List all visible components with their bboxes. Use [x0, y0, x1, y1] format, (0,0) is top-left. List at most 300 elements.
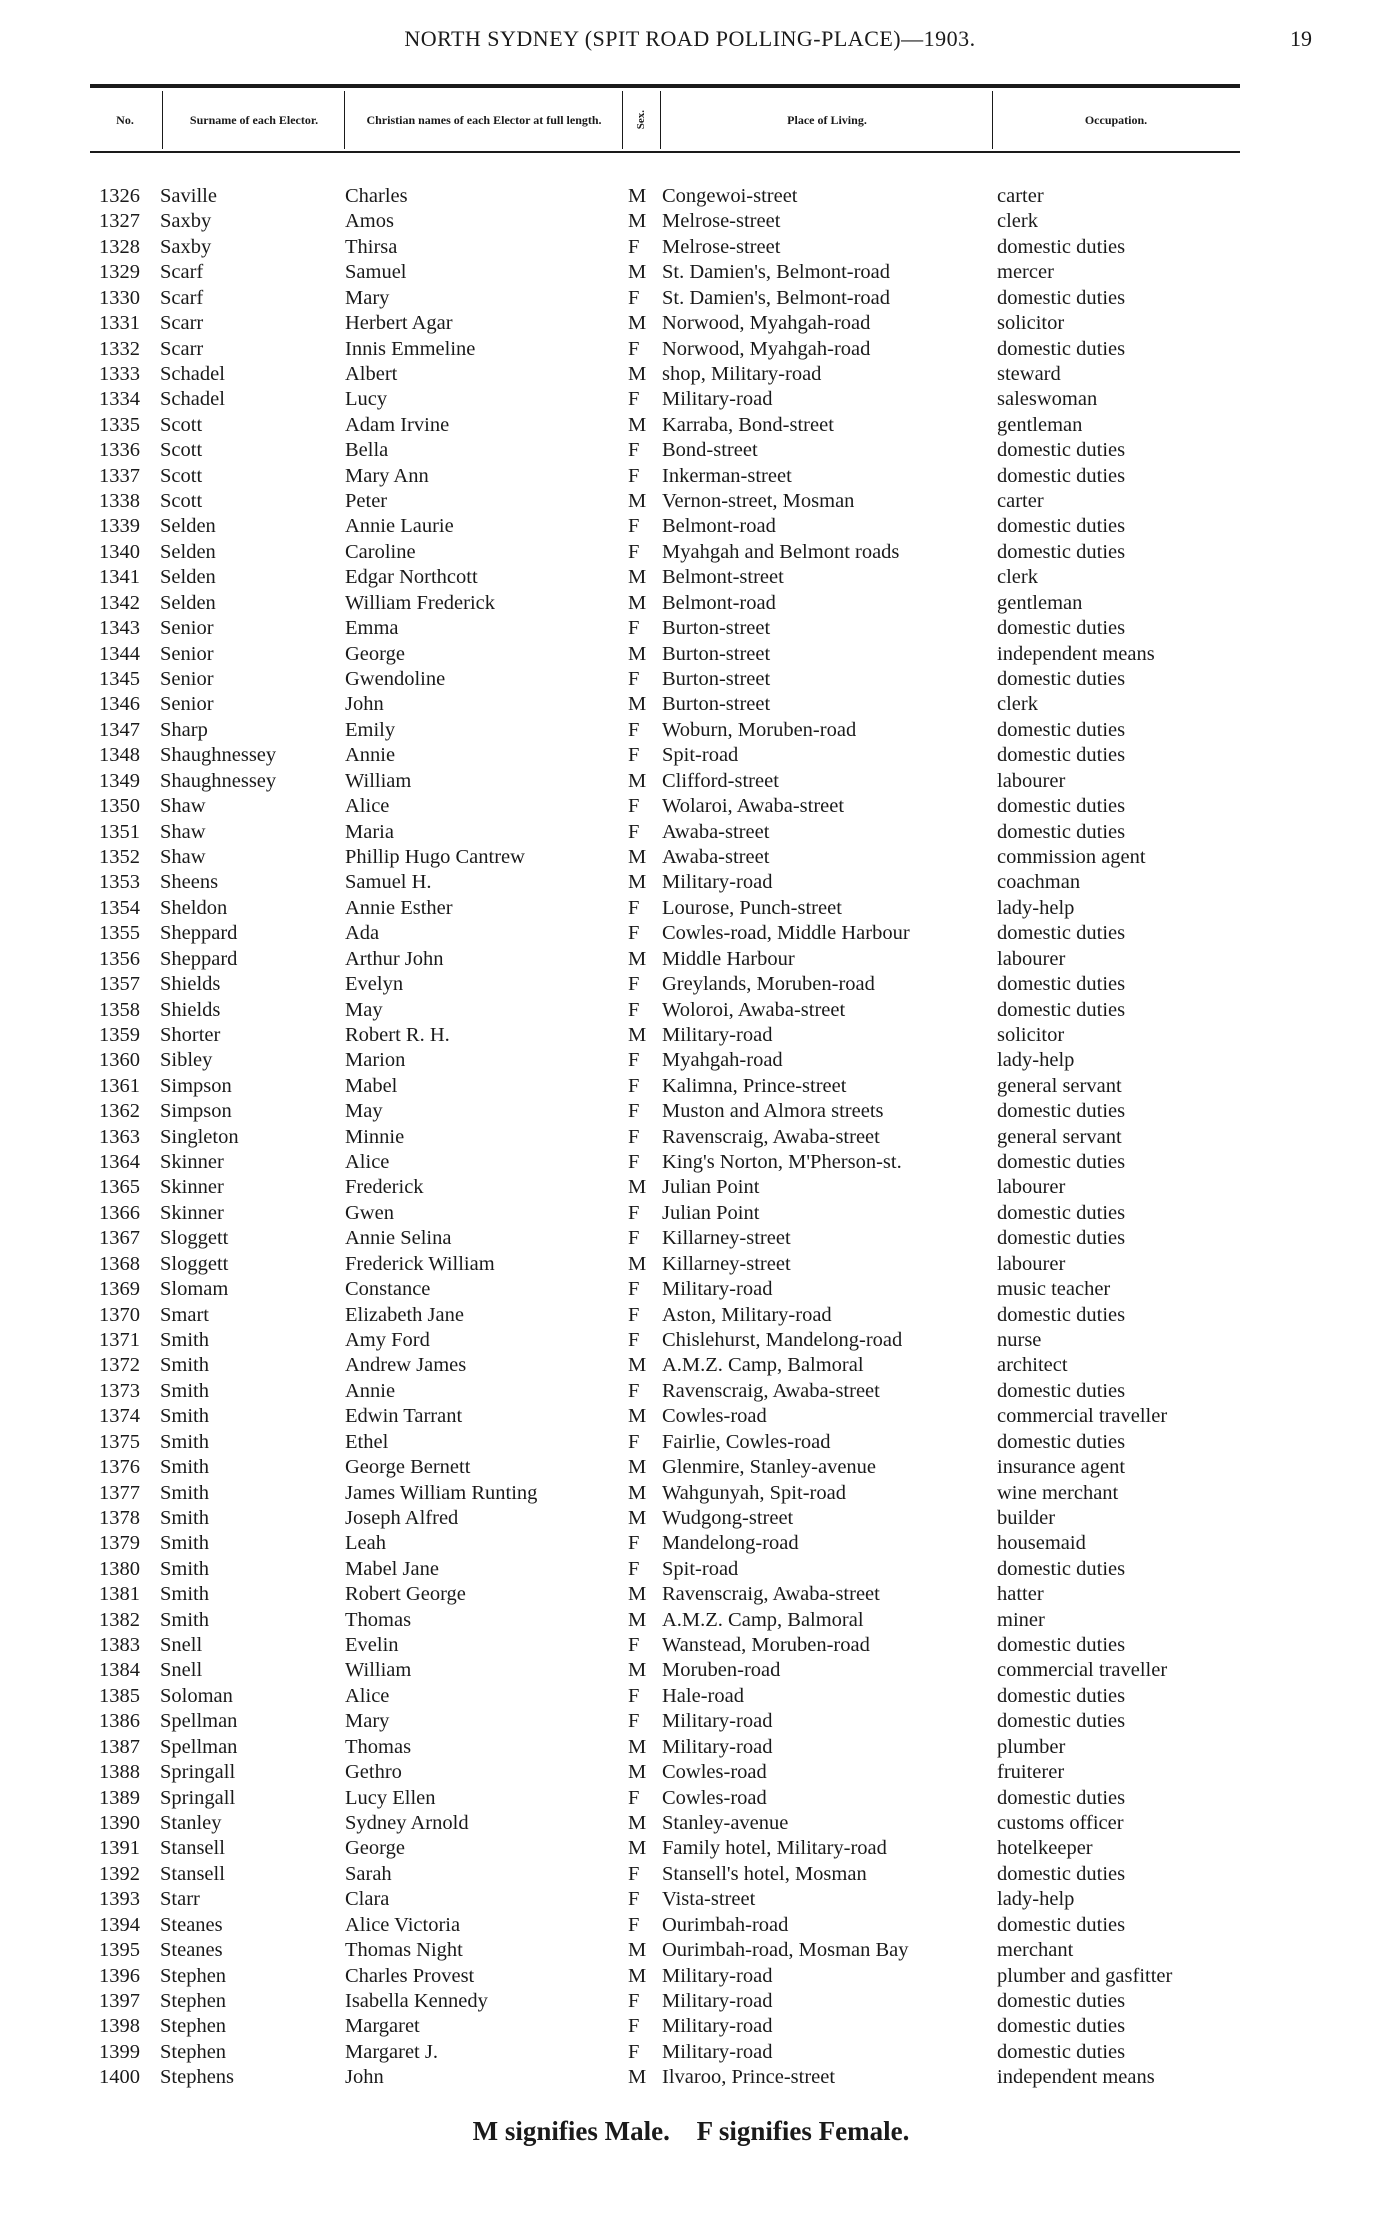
elector-surname: Selden: [160, 540, 216, 563]
elector-sex: M: [628, 1506, 647, 1529]
elector-sex: M: [628, 185, 647, 207]
elector-christian-names: Leah: [345, 1532, 386, 1555]
elector-number: 1338: [99, 490, 140, 513]
elector-christian-names: Mabel: [345, 1074, 398, 1097]
elector-sex: M: [628, 1354, 647, 1377]
column-divider: [992, 91, 993, 149]
elector-number: 1399: [99, 2040, 140, 2063]
table-row: [0, 260, 1382, 285]
column-header-place: Place of Living.: [787, 112, 867, 127]
elector-christian-names: Bella: [345, 439, 389, 462]
table-row: [0, 1633, 1382, 1658]
elector-christian-names: Maria: [345, 820, 394, 843]
elector-occupation: fruiterer: [997, 1761, 1065, 1784]
elector-number: 1390: [99, 1812, 140, 1834]
table-row: [0, 286, 1382, 311]
table-row: [0, 1226, 1382, 1251]
elector-sex: F: [628, 1532, 640, 1555]
elector-surname: Smith: [160, 1583, 209, 1606]
elector-number: 1391: [99, 1837, 140, 1860]
elector-occupation: domestic duties: [997, 286, 1126, 309]
legend-male: M signifies Male.: [472, 2116, 670, 2146]
elector-sex: F: [628, 1151, 640, 1174]
table-row: [0, 2040, 1382, 2065]
table-row: [0, 1582, 1382, 1607]
elector-christian-names: Emily: [345, 718, 396, 741]
elector-sex: F: [628, 820, 640, 843]
elector-sex: F: [628, 718, 640, 741]
elector-place-of-living: Fairlie, Cowles-road: [662, 1430, 831, 1453]
elector-number: 1347: [99, 718, 140, 741]
elector-occupation: domestic duties: [997, 820, 1126, 843]
elector-occupation: domestic duties: [997, 1989, 1126, 2012]
elector-place-of-living: Melrose-street: [662, 210, 781, 233]
elector-sex: F: [628, 1634, 640, 1657]
elector-number: 1343: [99, 617, 140, 640]
table-row: [0, 1836, 1382, 1861]
elector-place-of-living: Norwood, Myahgah-road: [662, 312, 871, 335]
elector-sex: F: [628, 1989, 640, 2012]
elector-sex: M: [628, 769, 647, 792]
elector-christian-names: Margaret J.: [345, 2040, 438, 2063]
elector-place-of-living: Inkerman-street: [662, 464, 792, 487]
elector-surname: Stephen: [160, 1989, 227, 2012]
elector-christian-names: Ada: [345, 922, 380, 945]
elector-place-of-living: Ourimbah-road, Mosman Bay: [662, 1939, 909, 1962]
table-row: [0, 947, 1382, 972]
table-row: [0, 184, 1382, 209]
elector-christian-names: Charles: [345, 185, 408, 207]
elector-sex: F: [628, 2040, 640, 2063]
column-divider: [660, 91, 661, 149]
elector-place-of-living: Hale-road: [662, 1684, 744, 1707]
elector-surname: Spellman: [160, 1735, 238, 1758]
table-row: [0, 387, 1382, 412]
elector-christian-names: Gwendoline: [345, 668, 446, 691]
elector-christian-names: Mary Ann: [345, 464, 429, 487]
table-row: [0, 362, 1382, 387]
elector-number: 1376: [99, 1456, 140, 1479]
elector-number: 1369: [99, 1278, 140, 1301]
elector-sex: F: [628, 1100, 640, 1123]
elector-number: 1337: [99, 464, 140, 487]
elector-sex: F: [628, 1303, 640, 1326]
elector-sex: M: [628, 1964, 647, 1987]
elector-place-of-living: Cowles-road, Middle Harbour: [662, 922, 910, 945]
elector-occupation: domestic duties: [997, 2040, 1126, 2063]
elector-number: 1367: [99, 1227, 140, 1250]
table-row: [0, 1887, 1382, 1912]
elector-place-of-living: Wanstead, Moruben-road: [662, 1634, 870, 1657]
elector-occupation: domestic duties: [997, 235, 1126, 258]
elector-sex: M: [628, 210, 647, 233]
elector-number: 1370: [99, 1303, 140, 1326]
elector-number: 1387: [99, 1735, 140, 1758]
elector-number: 1396: [99, 1964, 140, 1987]
elector-number: 1334: [99, 388, 140, 411]
elector-occupation: builder: [997, 1506, 1056, 1529]
elector-occupation: commercial traveller: [997, 1659, 1168, 1682]
table-row: [0, 1430, 1382, 1455]
table-row: [0, 591, 1382, 616]
elector-occupation: domestic duties: [997, 973, 1126, 996]
elector-christian-names: Innis Emmeline: [345, 337, 476, 360]
elector-place-of-living: Julian Point: [662, 1176, 760, 1199]
elector-number: 1352: [99, 845, 140, 868]
elector-sex: F: [628, 896, 640, 919]
elector-number: 1372: [99, 1354, 140, 1377]
elector-place-of-living: Vista-street: [662, 1888, 756, 1911]
elector-place-of-living: Awaba-street: [662, 820, 770, 843]
elector-number: 1329: [99, 261, 140, 284]
elector-number: 1326: [99, 185, 140, 207]
elector-surname: Shaw: [160, 820, 206, 843]
elector-occupation: domestic duties: [997, 795, 1126, 818]
elector-christian-names: Thomas: [345, 1735, 412, 1758]
elector-place-of-living: Wahgunyah, Spit-road: [662, 1481, 846, 1504]
elector-surname: Shorter: [160, 1023, 221, 1046]
elector-surname: Scarf: [160, 261, 204, 284]
elector-occupation: domestic duties: [997, 1557, 1126, 1580]
elector-christian-names: Marion: [345, 1049, 406, 1072]
elector-surname: Smith: [160, 1456, 209, 1479]
elector-sex: M: [628, 2066, 647, 2089]
elector-christian-names: George Bernett: [345, 1456, 471, 1479]
table-row: [0, 1404, 1382, 1429]
table-row: [0, 1658, 1382, 1683]
elector-christian-names: May: [345, 1100, 383, 1123]
table-row: [0, 616, 1382, 641]
elector-number: 1364: [99, 1151, 140, 1174]
elector-number: 1328: [99, 235, 140, 258]
elector-sex: F: [628, 973, 640, 996]
elector-christian-names: Sydney Arnold: [345, 1812, 469, 1834]
table-row: [0, 1938, 1382, 1963]
table-row: [0, 870, 1382, 895]
elector-surname: Shields: [160, 973, 221, 996]
elector-sex: F: [628, 998, 640, 1021]
elector-christian-names: Samuel: [345, 261, 407, 284]
elector-place-of-living: Military-road: [662, 1710, 773, 1733]
elector-occupation: domestic duties: [997, 668, 1126, 691]
elector-surname: Shields: [160, 998, 221, 1021]
elector-christian-names: Lucy Ellen: [345, 1786, 436, 1809]
table-row: [0, 1353, 1382, 1378]
elector-christian-names: John: [345, 693, 384, 716]
elector-sex: M: [628, 1405, 647, 1428]
elector-place-of-living: Military-road: [662, 1735, 773, 1758]
elector-occupation: domestic duties: [997, 1303, 1126, 1326]
elector-number: 1351: [99, 820, 140, 843]
elector-surname: Sheppard: [160, 922, 238, 945]
elector-number: 1378: [99, 1506, 140, 1529]
elector-sex: M: [628, 490, 647, 513]
elector-number: 1377: [99, 1481, 140, 1504]
elector-place-of-living: Mandelong-road: [662, 1532, 799, 1555]
elector-occupation: domestic duties: [997, 1786, 1126, 1809]
elector-surname: Sloggett: [160, 1252, 229, 1275]
elector-sex: F: [628, 922, 640, 945]
elector-sex: F: [628, 1278, 640, 1301]
elector-surname: Smith: [160, 1405, 209, 1428]
table-row: [0, 896, 1382, 921]
elector-place-of-living: Wolaroi, Awaba-street: [662, 795, 845, 818]
elector-occupation: mercer: [997, 261, 1054, 284]
table-row: [0, 1023, 1382, 1048]
elector-christian-names: William: [345, 769, 412, 792]
elector-sex: M: [628, 312, 647, 335]
elector-number: 1332: [99, 337, 140, 360]
elector-occupation: labourer: [997, 1176, 1066, 1199]
table-row: [0, 1608, 1382, 1633]
elector-number: 1327: [99, 210, 140, 233]
table-row: [0, 2014, 1382, 2039]
elector-christian-names: Amy Ford: [345, 1328, 430, 1351]
elector-place-of-living: Bond-street: [662, 439, 758, 462]
elector-christian-names: Annie: [345, 744, 396, 767]
table-row: [0, 769, 1382, 794]
elector-occupation: domestic duties: [997, 998, 1126, 1021]
table-row: [0, 1252, 1382, 1277]
elector-christian-names: Gwen: [345, 1201, 394, 1224]
elector-occupation: domestic duties: [997, 515, 1126, 538]
elector-number: 1389: [99, 1786, 140, 1809]
elector-surname: Smith: [160, 1532, 209, 1555]
elector-sex: F: [628, 1379, 640, 1402]
elector-place-of-living: Military-road: [662, 871, 773, 894]
elector-surname: Skinner: [160, 1176, 224, 1199]
elector-surname: Sharp: [160, 718, 208, 741]
column-header-no: No.: [116, 112, 134, 127]
elector-occupation: clerk: [997, 566, 1038, 589]
elector-christian-names: May: [345, 998, 383, 1021]
table-row: [0, 464, 1382, 489]
elector-christian-names: Thomas Night: [345, 1939, 463, 1962]
elector-place-of-living: Military-road: [662, 2015, 773, 2038]
table-row: [0, 1303, 1382, 1328]
elector-occupation: domestic duties: [997, 540, 1126, 563]
table-row: [0, 413, 1382, 438]
elector-place-of-living: Spit-road: [662, 1557, 739, 1580]
elector-place-of-living: Middle Harbour: [662, 947, 795, 970]
elector-number: 1336: [99, 439, 140, 462]
elector-surname: Steanes: [160, 1939, 223, 1962]
table-row: [0, 565, 1382, 590]
elector-place-of-living: Melrose-street: [662, 235, 781, 258]
table-row: [0, 1379, 1382, 1404]
table-row: [0, 845, 1382, 870]
table-row: [0, 1531, 1382, 1556]
elector-occupation: domestic duties: [997, 1379, 1126, 1402]
elector-christian-names: Alice: [345, 1151, 390, 1174]
elector-number: 1357: [99, 973, 140, 996]
elector-occupation: clerk: [997, 693, 1038, 716]
elector-occupation: domestic duties: [997, 1862, 1126, 1885]
table-row: [0, 1760, 1382, 1785]
elector-number: 1365: [99, 1176, 140, 1199]
elector-place-of-living: Aston, Military-road: [662, 1303, 832, 1326]
elector-sex: M: [628, 845, 647, 868]
elector-surname: Stephen: [160, 2040, 227, 2063]
elector-christian-names: George: [345, 1837, 405, 1860]
elector-sex: M: [628, 362, 647, 385]
table-row: [0, 1125, 1382, 1150]
table-row: [0, 998, 1382, 1023]
elector-place-of-living: Military-road: [662, 1964, 773, 1987]
elector-surname: Senior: [160, 668, 214, 691]
elector-occupation: saleswoman: [997, 388, 1098, 411]
elector-occupation: merchant: [997, 1939, 1074, 1962]
elector-christian-names: Thomas: [345, 1608, 412, 1631]
elector-occupation: carter: [997, 490, 1044, 513]
elector-occupation: domestic duties: [997, 617, 1126, 640]
table-row: [0, 1048, 1382, 1073]
elector-number: 1330: [99, 286, 140, 309]
elector-christian-names: Thirsa: [345, 235, 398, 258]
elector-christian-names: Samuel H.: [345, 871, 432, 894]
column-header-sex: Sex.: [634, 110, 647, 130]
table-row: [0, 642, 1382, 667]
table-row: [0, 235, 1382, 260]
elector-surname: Sheppard: [160, 947, 238, 970]
elector-occupation: domestic duties: [997, 744, 1126, 767]
elector-occupation: independent means: [997, 2066, 1155, 2089]
elector-number: 1385: [99, 1684, 140, 1707]
elector-occupation: music teacher: [997, 1278, 1111, 1301]
elector-place-of-living: Ravenscraig, Awaba-street: [662, 1379, 880, 1402]
elector-number: 1362: [99, 1100, 140, 1123]
elector-place-of-living: Cowles-road: [662, 1405, 767, 1428]
elector-place-of-living: Julian Point: [662, 1201, 760, 1224]
elector-occupation: hotelkeeper: [997, 1837, 1093, 1860]
elector-occupation: steward: [997, 362, 1061, 385]
elector-occupation: clerk: [997, 210, 1038, 233]
elector-number: 1368: [99, 1252, 140, 1275]
elector-christian-names: Herbert Agar: [345, 312, 453, 335]
elector-christian-names: Albert: [345, 362, 398, 385]
table-row: [0, 718, 1382, 743]
elector-number: 1349: [99, 769, 140, 792]
elector-sex: M: [628, 693, 647, 716]
elector-number: 1379: [99, 1532, 140, 1555]
elector-number: 1359: [99, 1023, 140, 1046]
elector-christian-names: Arthur John: [345, 947, 444, 970]
elector-sex: F: [628, 1557, 640, 1580]
elector-occupation: labourer: [997, 769, 1066, 792]
elector-occupation: architect: [997, 1354, 1068, 1377]
electors-table: [0, 184, 1382, 2091]
elector-place-of-living: Woburn, Moruben-road: [662, 718, 857, 741]
table-row: [0, 1862, 1382, 1887]
elector-surname: Shaughnessey: [160, 744, 277, 767]
elector-sex: F: [628, 1049, 640, 1072]
elector-number: 1371: [99, 1328, 140, 1351]
table-row: [0, 1684, 1382, 1709]
elector-surname: Smith: [160, 1354, 209, 1377]
elector-sex: M: [628, 1608, 647, 1631]
elector-surname: Scarf: [160, 286, 204, 309]
elector-surname: Stansell: [160, 1837, 225, 1860]
elector-christian-names: Alice Victoria: [345, 1913, 461, 1936]
elector-number: 1398: [99, 2015, 140, 2038]
elector-place-of-living: Burton-street: [662, 642, 771, 665]
elector-place-of-living: Muston and Almora streets: [662, 1100, 884, 1123]
elector-number: 1386: [99, 1710, 140, 1733]
elector-occupation: domestic duties: [997, 337, 1126, 360]
table-row: [0, 1506, 1382, 1531]
elector-occupation: domestic duties: [997, 1684, 1126, 1707]
elector-place-of-living: Karraba, Bond-street: [662, 413, 834, 436]
elector-occupation: miner: [997, 1608, 1045, 1631]
elector-surname: Skinner: [160, 1151, 224, 1174]
table-row: [0, 1735, 1382, 1760]
elector-christian-names: Mabel Jane: [345, 1557, 439, 1580]
elector-place-of-living: Clifford-street: [662, 769, 779, 792]
table-row: [0, 540, 1382, 565]
elector-sex: F: [628, 1862, 640, 1885]
elector-place-of-living: Ravenscraig, Awaba-street: [662, 1583, 880, 1606]
elector-place-of-living: Wudgong-street: [662, 1506, 794, 1529]
elector-christian-names: Alice: [345, 1684, 390, 1707]
elector-christian-names: Annie: [345, 1379, 396, 1402]
elector-sex: M: [628, 1023, 647, 1046]
elector-place-of-living: Military-road: [662, 1278, 773, 1301]
elector-christian-names: Sarah: [345, 1862, 392, 1885]
elector-number: 1345: [99, 668, 140, 691]
elector-occupation: nurse: [997, 1328, 1042, 1351]
elector-surname: Sloggett: [160, 1227, 229, 1250]
elector-number: 1375: [99, 1430, 140, 1453]
elector-sex: F: [628, 668, 640, 691]
elector-occupation: labourer: [997, 947, 1066, 970]
elector-christian-names: Mary: [345, 286, 390, 309]
legend-female: F signifies Female.: [696, 2116, 910, 2146]
elector-christian-names: Charles Provest: [345, 1964, 475, 1987]
elector-occupation: coachman: [997, 871, 1081, 894]
elector-place-of-living: Killarney-street: [662, 1227, 791, 1250]
elector-surname: Senior: [160, 693, 214, 716]
elector-christian-names: Phillip Hugo Cantrew: [345, 845, 525, 868]
elector-place-of-living: Kalimna, Prince-street: [662, 1074, 847, 1097]
elector-sex: M: [628, 642, 647, 665]
elector-sex: F: [628, 1430, 640, 1453]
elector-place-of-living: Chislehurst, Mandelong-road: [662, 1328, 903, 1351]
elector-place-of-living: Stansell's hotel, Mosman: [662, 1862, 867, 1885]
column-header-row: [90, 89, 1240, 151]
table-row: [0, 1099, 1382, 1124]
elector-sex: F: [628, 1074, 640, 1097]
elector-sex: F: [628, 2015, 640, 2038]
column-divider: [162, 91, 163, 149]
elector-place-of-living: Vernon-street, Mosman: [662, 490, 855, 513]
elector-occupation: commission agent: [997, 845, 1146, 868]
elector-place-of-living: King's Norton, M'Pherson-st.: [662, 1151, 902, 1174]
elector-surname: Sheens: [160, 871, 219, 894]
elector-place-of-living: Military-road: [662, 1989, 773, 2012]
elector-number: 1341: [99, 566, 140, 589]
table-row: [0, 1328, 1382, 1353]
table-row: [0, 1277, 1382, 1302]
elector-sex: F: [628, 1227, 640, 1250]
elector-christian-names: Edgar Northcott: [345, 566, 478, 589]
elector-sex: F: [628, 1786, 640, 1809]
elector-christian-names: George: [345, 642, 405, 665]
elector-christian-names: Gethro: [345, 1761, 402, 1784]
table-row: [0, 1964, 1382, 1989]
elector-place-of-living: Burton-street: [662, 668, 771, 691]
elector-place-of-living: Killarney-street: [662, 1252, 791, 1275]
elector-place-of-living: Ilvaroo, Prince-street: [662, 2066, 836, 2089]
